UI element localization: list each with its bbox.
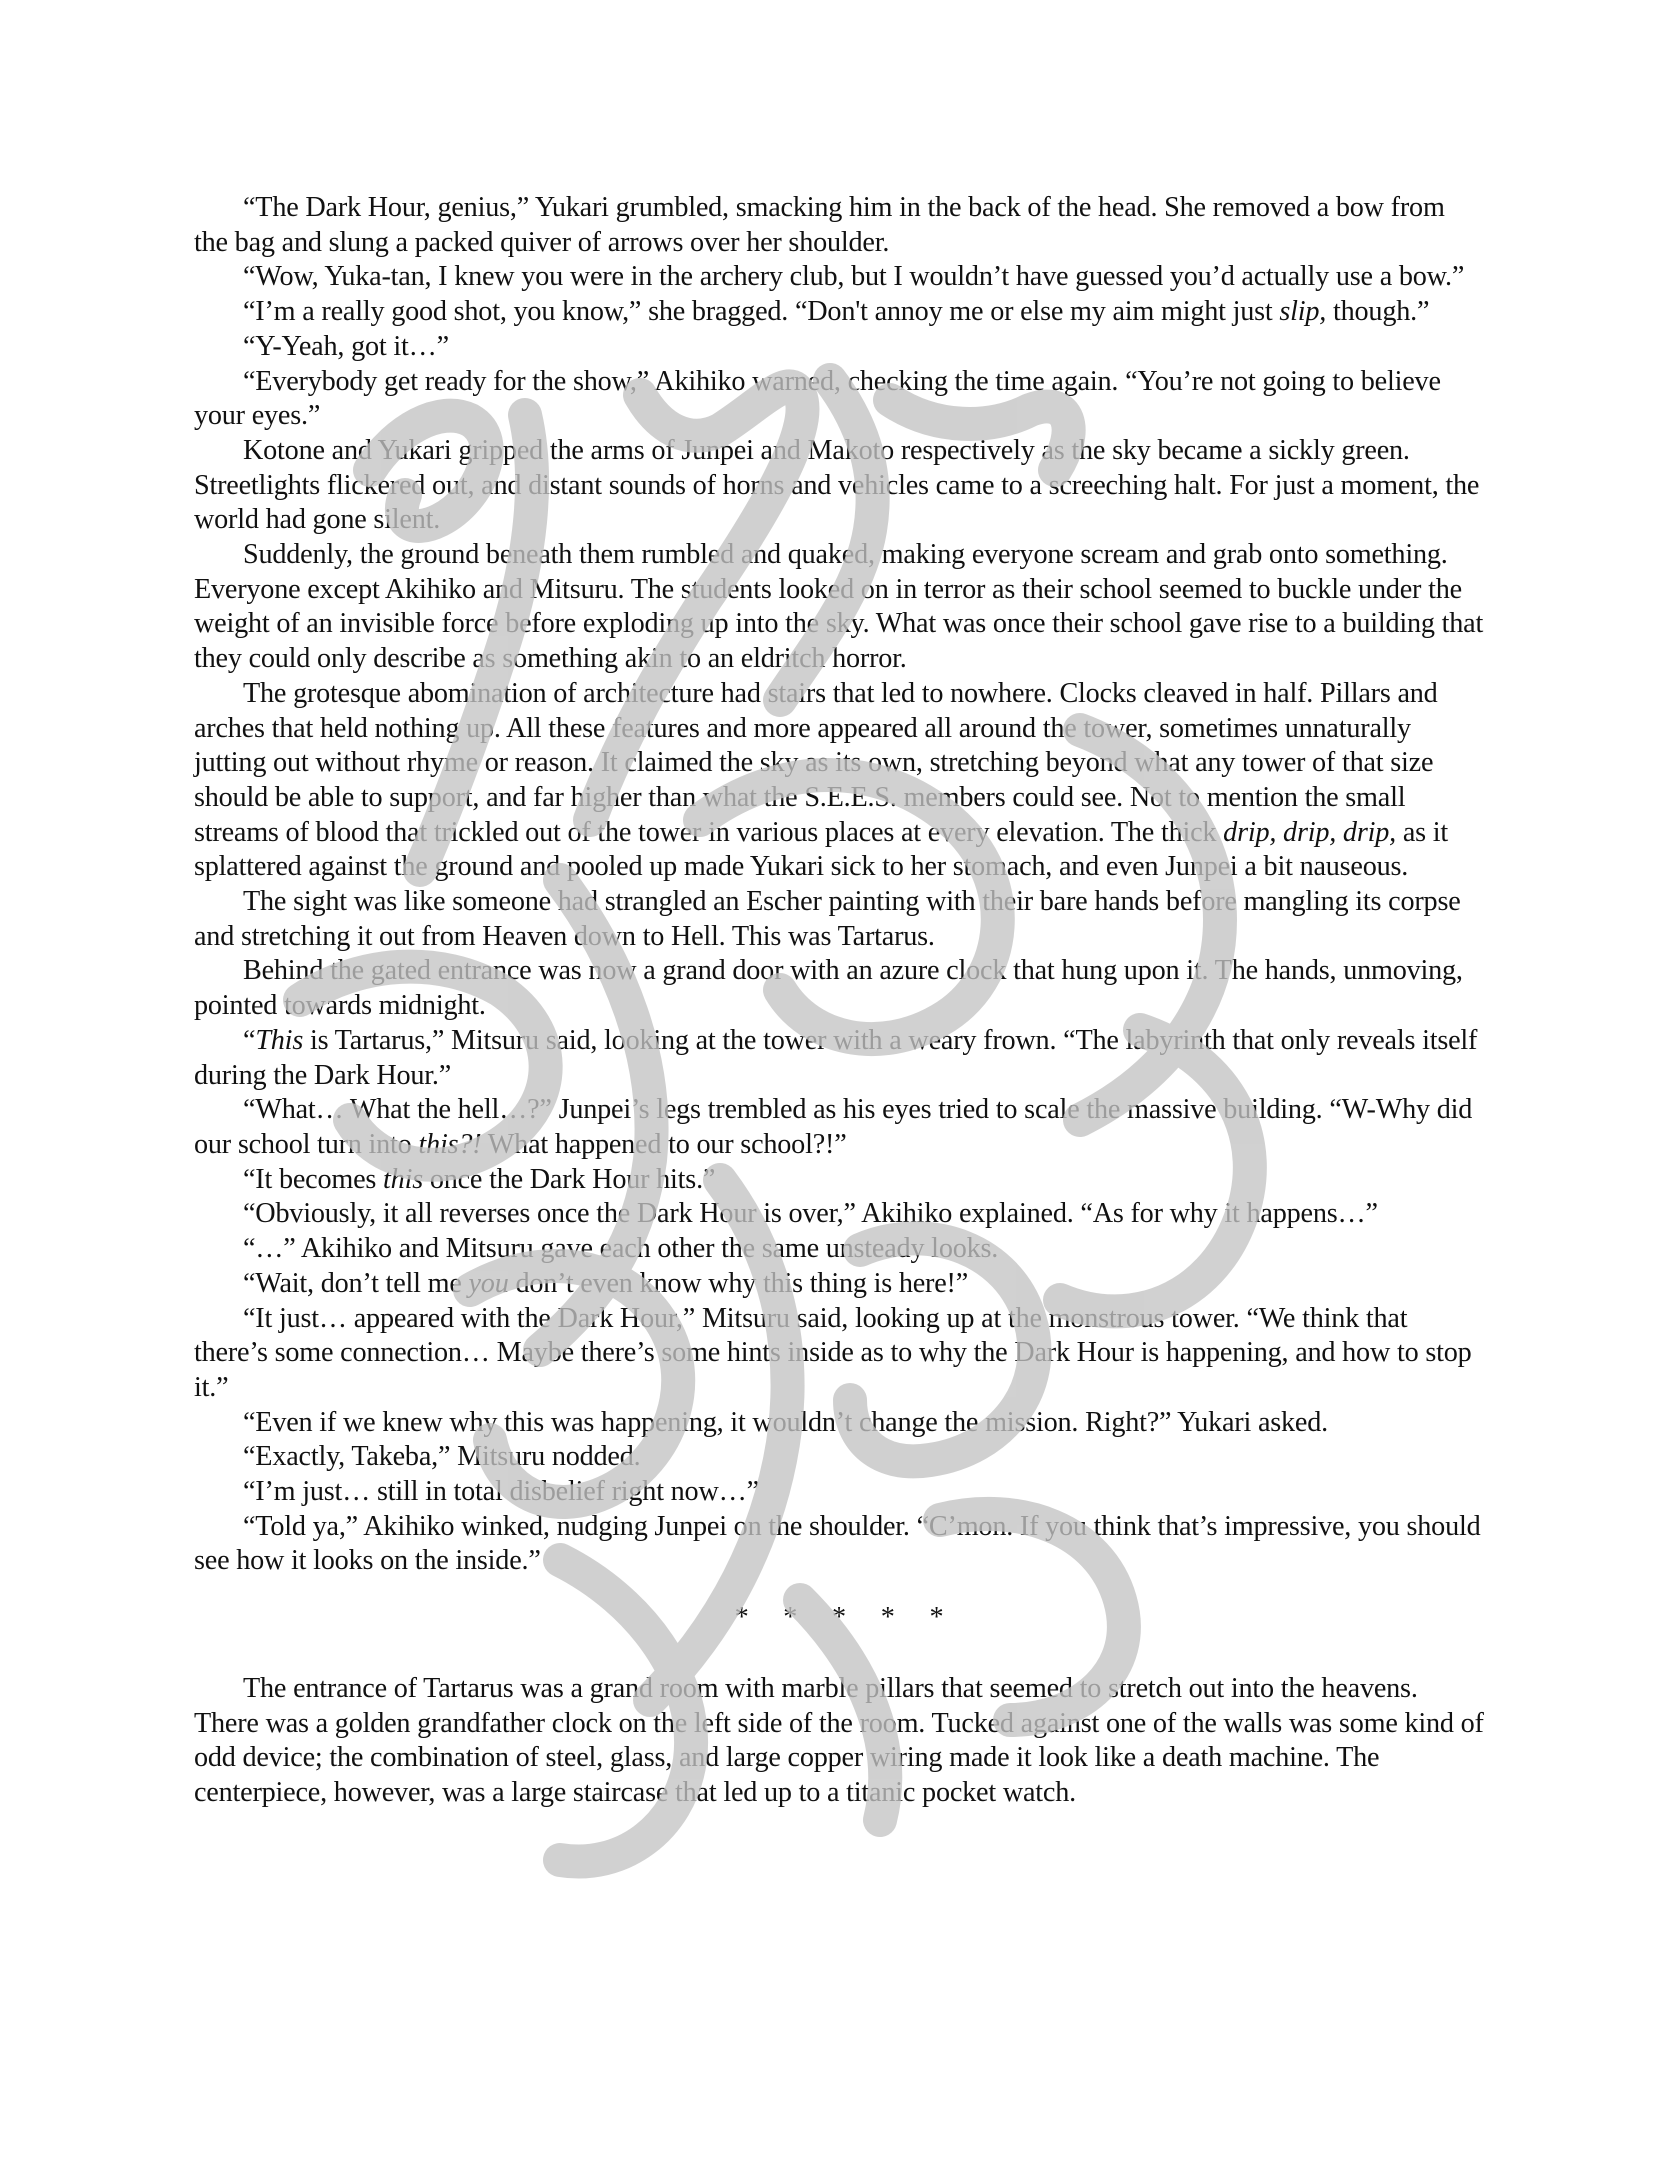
text-run: “I’m a really good shot, you know,” she bragged. “Don't annoy me or else my aim might just [243,296,1280,328]
paragraph [194,954,1484,1023]
text-run: “It becomes [243,1163,384,1195]
text-run: “Even if we knew why this was happening, it wouldn’t change the mission. Right?” Yukari asked. [243,1406,1328,1438]
text-run: “ [243,1024,256,1056]
text-run: Kotone and Yukari gripped the arms of Junpei and Makoto respectively as the sky became a sickly green. Streetlights flickered out, and distant sounds of horns and vehicles came to a screeching halt. For just a moment, the world had gone silent. [194,434,1480,536]
text-run: Suddenly, the ground beneath them rumbled and quaked, making everyone scream and grab onto something. Everyone except Akihiko and Mitsuru. The students looked on in terror as their school seemed to buckle under the weight of an invisible force before exploding up into the sky. What was once their school gave rise to a building that they could only describe as something akin to an eldritch horror. [194,539,1484,675]
paragraph [194,1024,1484,1093]
scene-break: * * * * * [734,1602,944,1634]
text-run: What happened to our school?!” [481,1128,847,1160]
text-run: “What… What the hell…?” Junpei’s legs trembled as his eyes tried to scale the massive building. “W-Why did our school turn into [194,1094,1473,1160]
paragraph [194,191,1484,260]
text-run: “The Dark Hour, genius,” Yukari grumbled, smacking him in the back of the head. She removed a bow from the bag and slung a packed quiver of arrows over her shoulder. [194,192,1445,258]
paragraph [194,330,1484,365]
italic-text: slip, [1279,296,1327,328]
paragraph [194,1163,1484,1198]
text-run: “Told ya,” Akihiko winked, nudging Junpei on the shoulder. “C’mon. If you think that’s impressive, you should see how it looks on the inside.” [194,1510,1481,1577]
body-text [194,191,1484,1811]
paragraph [194,677,1484,885]
italic-text: this?! [418,1128,482,1160]
text-run: “…” Akihiko and Mitsuru gave each other the same unsteady looks. [243,1233,999,1265]
paragraph [194,885,1484,954]
text-run: “It just… appeared with the Dark Hour,” Mitsuru said, looking up at the monstrous tower. “We think that there’s some connection… Maybe there’s some hints inside as to why the Dark Hour is happening, and how to stop it.” [194,1302,1472,1403]
paragraph [194,1232,1484,1267]
paragraph [194,1475,1484,1510]
text-run: Behind the gated entrance was now a grand door with an azure clock that hung upon it. The hands, unmoving, pointed towards midnight. [194,955,1463,1022]
italic-text: drip, drip, drip, [1223,816,1396,848]
paragraph [194,1267,1484,1302]
paragraph [194,1440,1484,1475]
text-run: The sight was like someone had strangled an Escher painting with their bare hands before mangling its corpse and stretching it out from Heaven down to Hell. This was Tartarus. [194,886,1461,952]
text-run: “Obviously, it all reverses once the Dark Hour is over,” Akihiko explained. “As for why it happens…” [243,1198,1378,1230]
text-run: once the Dark Hour hits.” [422,1163,716,1195]
text-run: though.” [1326,296,1430,328]
text-run: “Y-Yeah, got it…” [243,330,449,362]
paragraph [194,1406,1484,1441]
paragraph [194,295,1484,330]
italic-text: This [255,1024,304,1056]
text-run: “I’m just… still in total disbelief right now…” [243,1476,759,1508]
paragraphs-before-break [194,191,1484,1579]
paragraph [194,1672,1484,1811]
italic-text: you [468,1267,509,1299]
paragraph [194,434,1484,538]
paragraph [194,1302,1484,1406]
italic-text: this [383,1163,423,1195]
paragraph [194,1093,1484,1162]
paragraphs-after-break [194,1672,1484,1811]
text-run: “Wait, don’t tell me [243,1267,469,1299]
text-run: as it splattered against the ground and pooled up made Yukari sick to her stomach, and even Junpei a bit nauseous. [194,816,1449,883]
paragraph [194,538,1484,677]
text-run: “Wow, Yuka-tan, I knew you were in the archery club, but I wouldn’t have guessed you’d actually use a bow.” [243,261,1465,293]
paragraph [194,365,1484,434]
text-run: The grotesque abomination of architecture had stairs that led to nowhere. Clocks cleaved in half. Pillars and arches that held nothing up. All these features and more appeared all around the tower, sometimes unnaturally jutting out without rhyme or reason. It claimed the sky as its own, stretching beyond what any tower of that size should be able to support, and far higher than what the S.E.E.S. members could see. Not to mention the small streams of blood that trickled out of the tower in various places at every elevation. The thick [194,677,1438,848]
paragraph [194,1197,1484,1232]
text-run: don’t even know why this thing is here!” [508,1267,969,1299]
text-run: is Tartarus,” Mitsuru said, looking at the tower with a weary frown. “The labyrinth that only reveals itself during the Dark Hour.” [194,1024,1478,1091]
paragraph [194,1510,1484,1579]
text-run: “Everybody get ready for the show,” Akihiko warned, checking the time again. “You’re not going to believe your eyes.” [194,365,1441,432]
text-run: The entrance of Tartarus was a grand room with marble pillars that seemed to stretch out into the heavens. There was a golden grandfather clock on the left side of the room. Tucked against one of the walls was some kind of odd device; the combination of steel, glass, and large copper wiring made it look like a death machine. The centerpiece, however, was a large staircase that led up to a titanic pocket watch. [194,1672,1484,1808]
text-run: “Exactly, Takeba,” Mitsuru nodded. [243,1441,641,1473]
paragraph [194,260,1484,295]
